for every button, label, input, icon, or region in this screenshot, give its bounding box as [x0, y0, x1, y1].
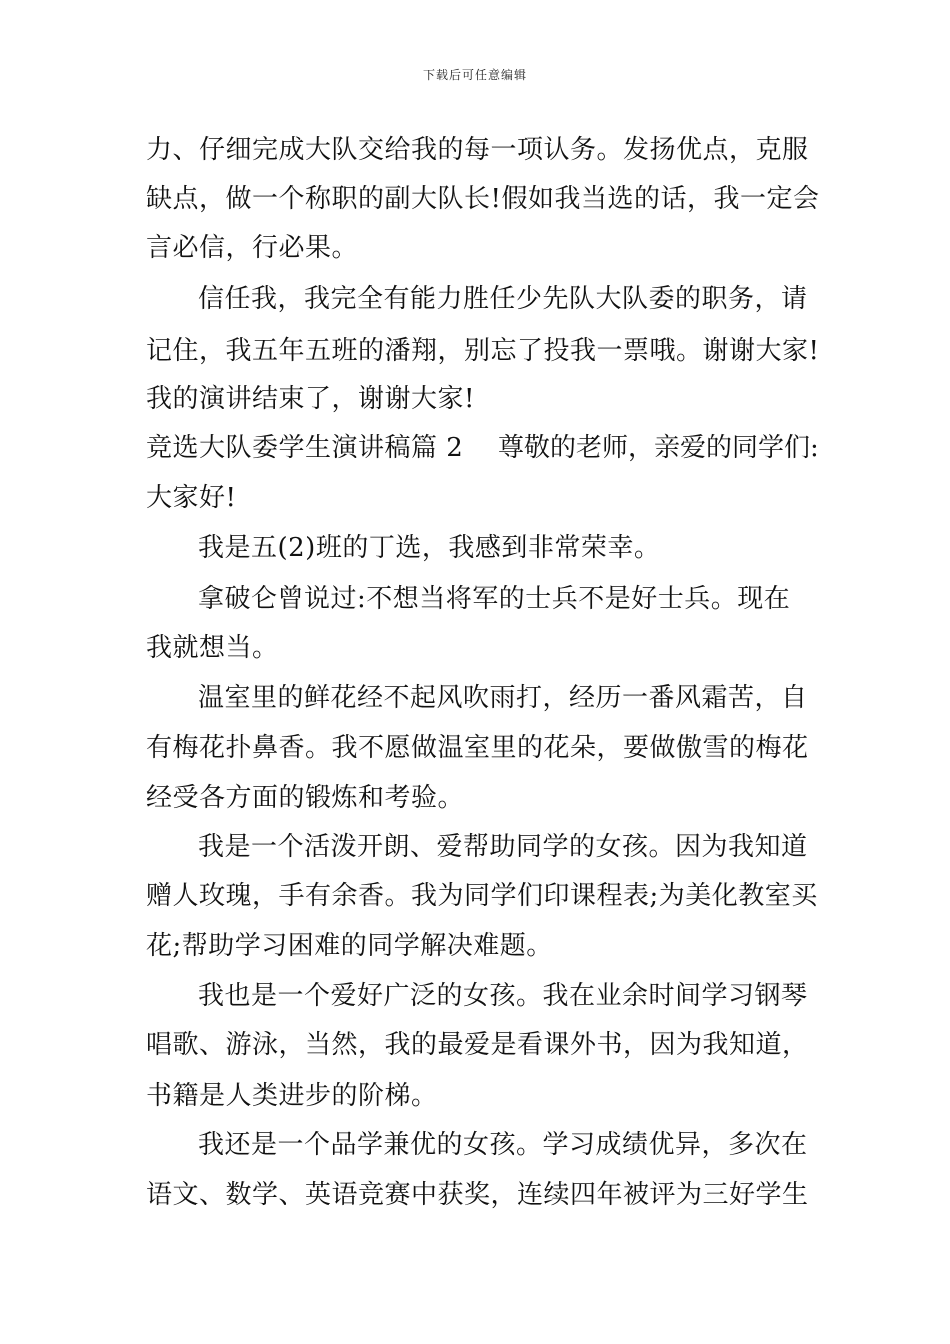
body-line: 书籍是人类进步的阶梯。 [146, 1081, 438, 1111]
page-header: 下载后可任意编辑 [422, 68, 527, 82]
body-line: 经受各方面的锻炼和考验。 [146, 783, 465, 813]
salutation: 尊敬的老师，亲爱的同学们: [498, 433, 819, 463]
body-line: 我的演讲结束了，谢谢大家! [146, 384, 475, 414]
body-line: 语文、数学、英语竞赛中获奖，连续四年被评为三好学生 [146, 1180, 809, 1210]
body-line: 信任我，我完全有能力胜任少先队大队委的职务，请 [198, 284, 808, 314]
body-line: 拿破仑曾说过:不想当将军的士兵不是好士兵。现在 [198, 584, 791, 614]
body-line: 我是五(2)班的丁选，我感到非常荣幸。 [198, 533, 661, 563]
body-line: 唱歌、游泳，当然，我的最爱是看课外书，因为我知道， [146, 1030, 809, 1060]
body-line: 我就想当。 [146, 633, 279, 663]
body-line: 花;帮助学习困难的同学解决难题。 [146, 931, 553, 961]
body-line: 我是一个活泼开朗、爱帮助同学的女孩。因为我知道 [198, 832, 808, 862]
body-line: 我也是一个爱好广泛的女孩。我在业余时间学习钢琴 [198, 981, 808, 1011]
body-line: 我还是一个品学兼优的女孩。学习成绩优异，多次在 [198, 1130, 808, 1160]
body-line: 力、仔细完成大队交给我的每一项认务。发扬优点，克服 [146, 135, 809, 165]
body-line: 缺点，做一个称职的副大队长!假如我当选的话，我一定会 [146, 184, 820, 214]
greeting: 大家好! [146, 483, 237, 513]
body-line: 言必信，行必果。 [146, 233, 359, 263]
body-line: 温室里的鲜花经不起风吹雨打，经历一番风霜苦，自 [198, 683, 808, 713]
section-heading: 竞选大队委学生演讲稿篇 2 [146, 433, 464, 463]
body-line: 有梅花扑鼻香。我不愿做温室里的花朵，要做傲雪的梅花 [146, 733, 809, 763]
body-line: 赠人玫瑰，手有余香。我为同学们印课程表;为美化教室买 [146, 881, 818, 911]
body-line: 记住，我五年五班的潘翔，别忘了投我一票哦。谢谢大家! [146, 336, 820, 366]
